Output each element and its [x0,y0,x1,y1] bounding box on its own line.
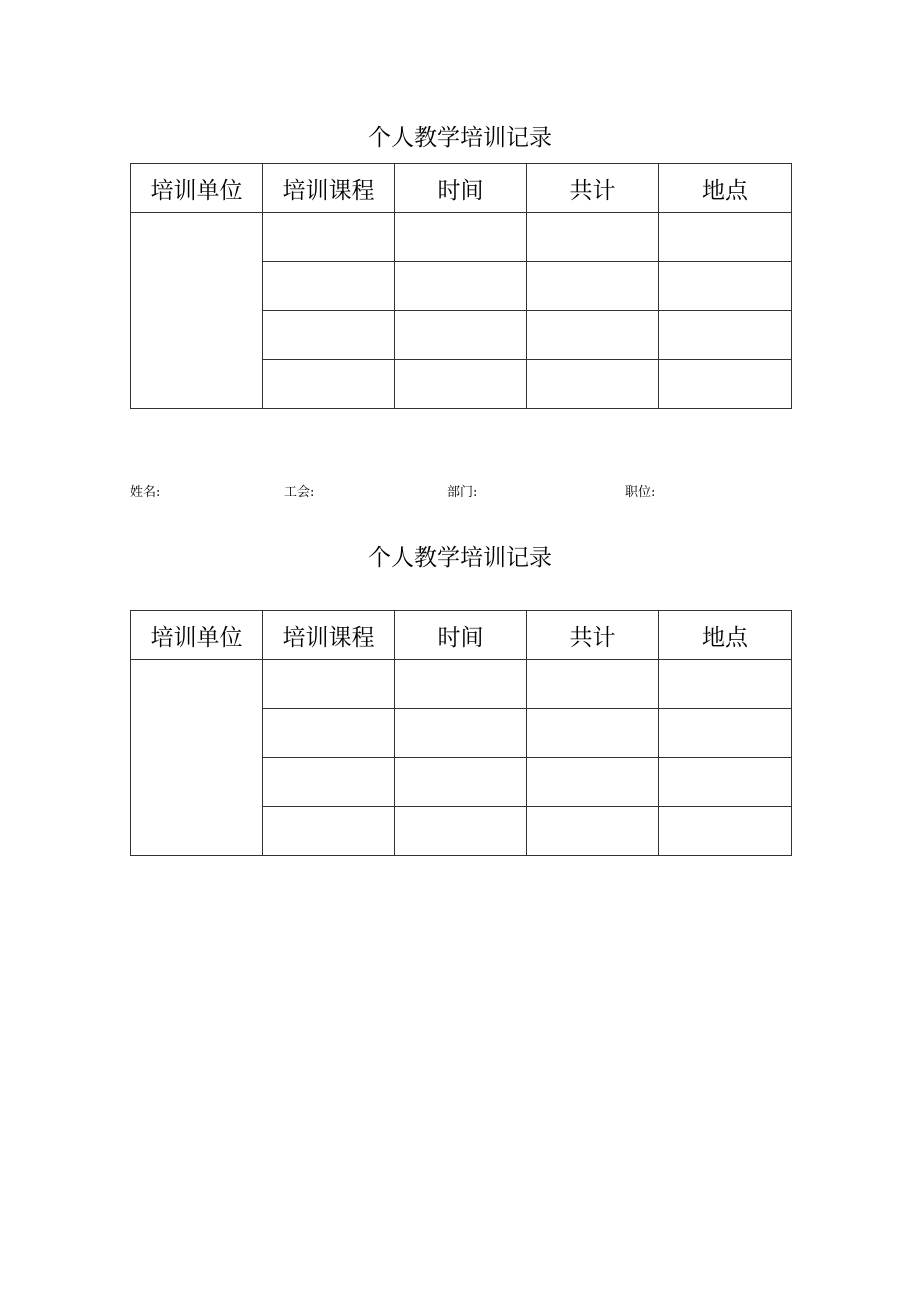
table-cell[interactable] [659,758,792,807]
header-training-unit: 培训单位 [131,164,263,213]
union-label: 工会: [284,485,315,500]
table-cell[interactable] [395,262,527,311]
table-header-row [131,611,792,660]
table-cell[interactable] [659,709,792,758]
name-label: 姓名: [130,485,161,500]
table-cell[interactable] [263,807,395,856]
table-cell[interactable] [527,311,659,360]
position-label: 职位: [625,485,656,500]
department-label: 部门: [447,485,478,500]
table-cell[interactable] [263,311,395,360]
table-cell[interactable] [659,213,792,262]
training-record-table [130,163,792,409]
page-title: 个人教学培训记录 [368,125,552,151]
table-cell[interactable] [263,213,395,262]
table-cell[interactable] [527,360,659,409]
table-cell[interactable] [395,807,527,856]
header-location: 地点 [659,611,792,660]
table-cell[interactable] [395,709,527,758]
table-cell[interactable] [659,660,792,709]
table-header-row [131,164,792,213]
table-cell[interactable] [263,709,395,758]
table-cell[interactable] [659,807,792,856]
header-total: 共计 [527,164,659,213]
header-training-unit: 培训单位 [131,611,263,660]
table-cell[interactable] [395,213,527,262]
table-cell[interactable] [527,660,659,709]
table-cell[interactable] [659,311,792,360]
table-cell[interactable] [263,360,395,409]
table-cell[interactable] [395,360,527,409]
header-time: 时间 [395,164,527,213]
table-cell[interactable] [395,758,527,807]
table-cell[interactable] [527,758,659,807]
table-cell[interactable] [659,360,792,409]
table-row [131,213,792,262]
training-unit-cell[interactable] [131,660,263,856]
header-total: 共计 [527,611,659,660]
table-cell[interactable] [527,262,659,311]
table-cell[interactable] [263,262,395,311]
table-cell[interactable] [263,758,395,807]
table-cell[interactable] [527,709,659,758]
table-cell[interactable] [263,660,395,709]
header-training-course: 培训课程 [263,164,395,213]
training-unit-cell[interactable] [131,213,263,409]
table-cell[interactable] [395,660,527,709]
table-cell[interactable] [395,311,527,360]
table-cell[interactable] [527,213,659,262]
table-cell[interactable] [527,807,659,856]
training-record-table-2 [130,610,792,856]
table-row [131,660,792,709]
header-location: 地点 [659,164,792,213]
header-training-course: 培训课程 [263,611,395,660]
table-cell[interactable] [659,262,792,311]
page-title-2: 个人教学培训记录 [368,545,552,571]
header-time: 时间 [395,611,527,660]
